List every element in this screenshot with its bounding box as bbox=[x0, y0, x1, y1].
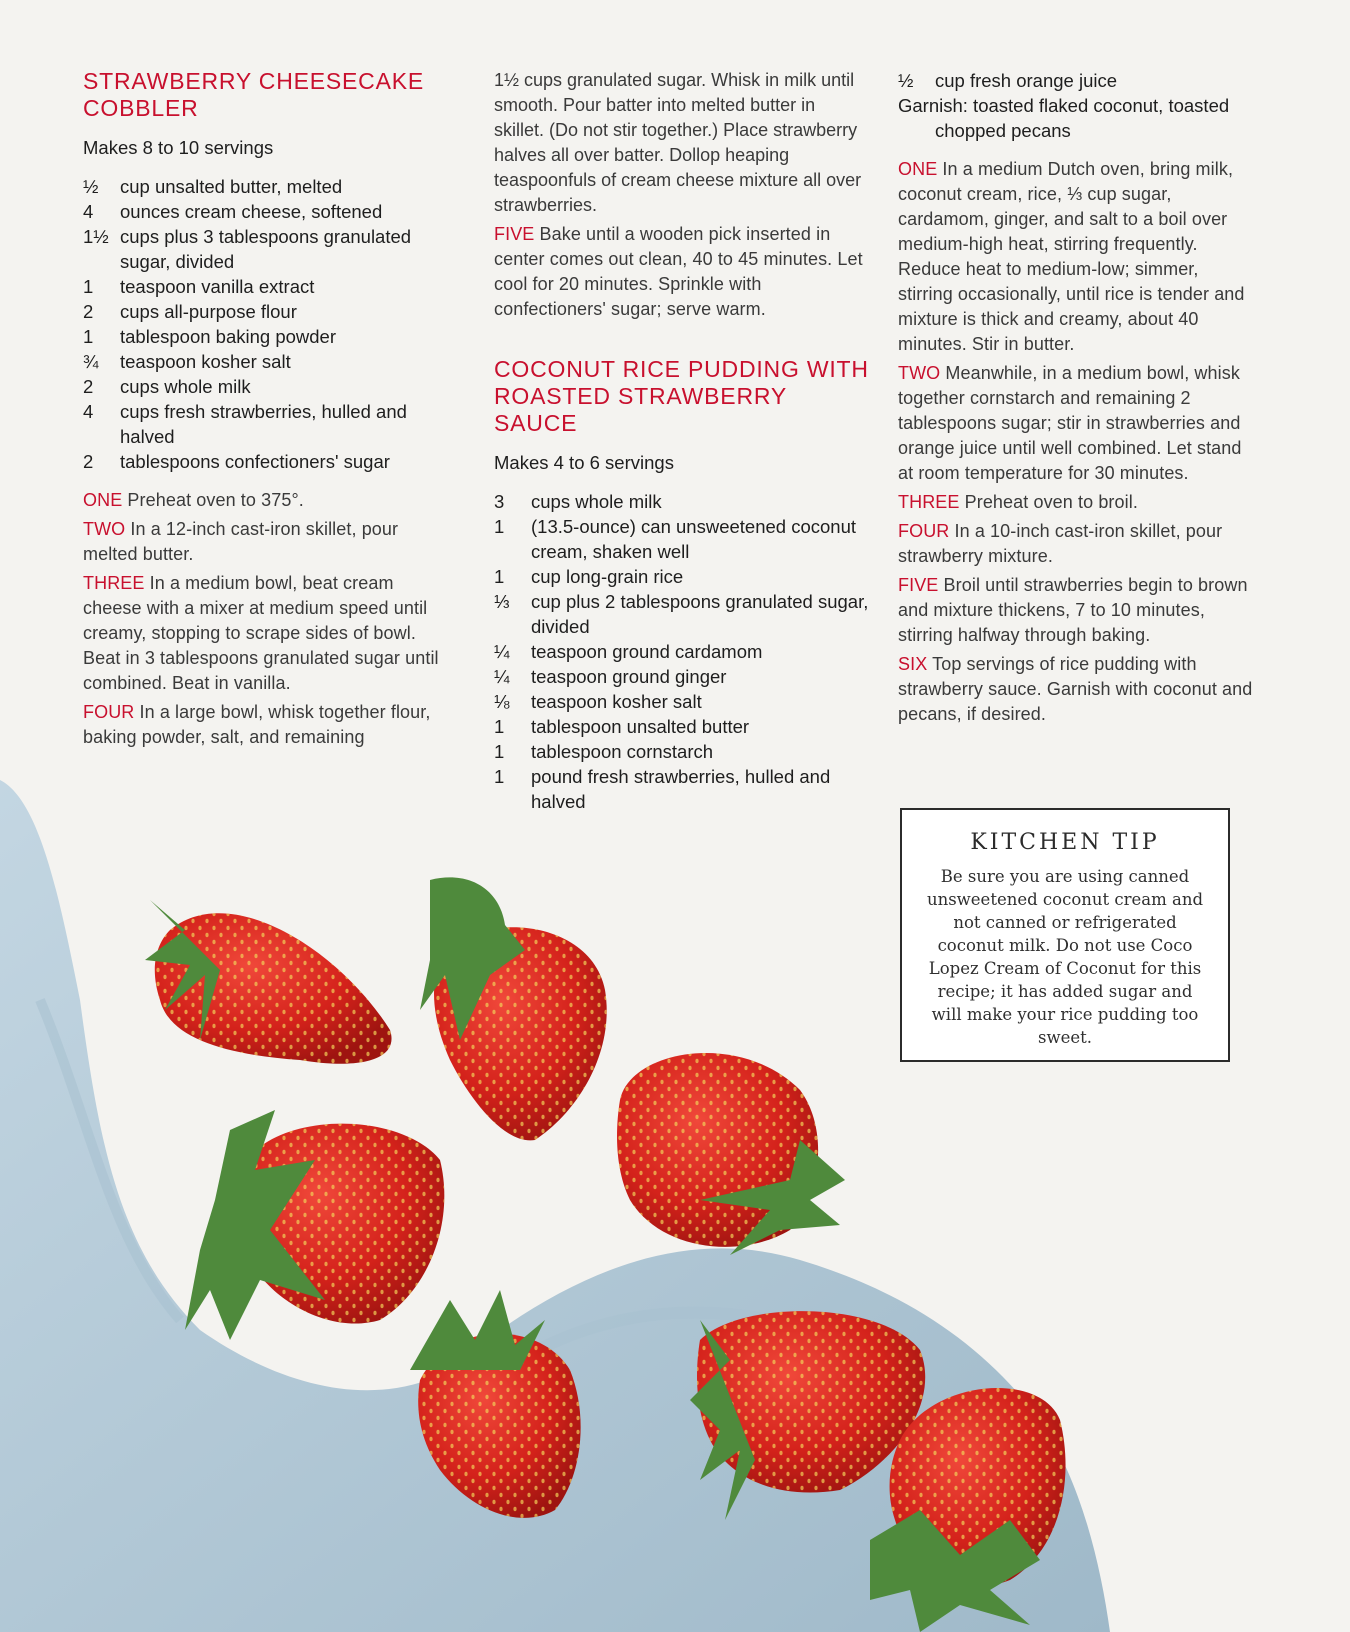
recipe1-step-5: FIVE Bake until a wooden pick inserted in center comes out clean, 40 to 45 minutes. Let cool for 20 minutes. Sprinkle with confectioners' sugar; serve warm. bbox=[494, 224, 863, 319]
recipe1-ingredients bbox=[83, 174, 455, 474]
kitchen-tip-body: Be sure you are using canned unsweetened coconut cream and not canned or refrigerated coconut milk. Do not use Coco Lopez Cream of Coconut for this recipe; it has added sugar and will make your rice pudding too sweet. bbox=[926, 867, 1204, 1047]
ingredient-row: 3 cups whole milk bbox=[494, 491, 662, 512]
kitchen-tip-title: KITCHEN TIP bbox=[970, 830, 1160, 855]
ingredient-row: 2 tablespoons confectioners' sugar bbox=[83, 451, 390, 472]
ingredient-row: 1 teaspoon vanilla extract bbox=[83, 276, 315, 297]
recipe2-step-5: FIVE Broil until strawberries begin to brown and mixture thickens, 7 to 10 minutes, stirring halfway through baking. bbox=[898, 575, 1248, 645]
ingredient-row: 1 tablespoon unsalted butter bbox=[494, 716, 750, 737]
ingredient-row: ¼ teaspoon ground ginger bbox=[494, 666, 727, 687]
ingredient-row: ⅓ cup plus 2 tablespoons granulated sugar, divided bbox=[494, 591, 869, 637]
recipe1-step-2: TWO In a 12-inch cast-iron skillet, pour melted butter. bbox=[83, 519, 399, 564]
recipe2-step-3: THREE Preheat oven to broil. bbox=[898, 492, 1138, 512]
recipe2-step-2: TWO Meanwhile, in a medium bowl, whisk together cornstarch and remaining 2 tablespoons sugar; stir in strawberries and orange juice until well combined. Let stand at room temperature for 30 minutes. bbox=[898, 363, 1242, 483]
recipe2-servings: Makes 4 to 6 servings bbox=[494, 452, 674, 473]
ingredient-row: 1 (13.5-ounce) can unsweetened coconut cream, shaken well bbox=[494, 516, 856, 562]
ingredient-row: ¾ teaspoon kosher salt bbox=[83, 351, 291, 372]
ingredient-row: 1 tablespoon baking powder bbox=[83, 326, 336, 347]
kitchen-tip-box bbox=[900, 808, 1230, 1062]
recipe1-step-1: ONE Preheat oven to 375°. bbox=[83, 490, 304, 510]
recipe1-title: STRAWBERRY CHEESECAKE COBBLER bbox=[83, 68, 425, 121]
recipe1-step-4: FOUR In a large bowl, whisk together flour, baking powder, salt, and remaining bbox=[83, 702, 431, 747]
ingredient-row: 4 cups fresh strawberries, hulled and halved bbox=[83, 401, 407, 447]
ingredient-row: ¼ teaspoon ground cardamom bbox=[494, 641, 763, 662]
recipe2-step-1: ONE In a medium Dutch oven, bring milk, coconut cream, rice, ⅓ cup sugar, cardamom, ginger, and salt to a boil over medium-high heat, stirring frequently. Reduce heat to medium-low; simmer, stirring occasionally, until rice is tender and mixture is thick and creamy, about 40 minutes. Stir in butter. bbox=[898, 159, 1245, 354]
ingredient-row: ½ cup fresh orange juice bbox=[898, 70, 1118, 91]
ingredient-row: 1 tablespoon cornstarch bbox=[494, 741, 714, 762]
recipe1-servings: Makes 8 to 10 servings bbox=[83, 137, 274, 158]
recipe2-ingredients bbox=[494, 489, 870, 814]
ingredient-row: 2 cups all-purpose flour bbox=[83, 301, 297, 322]
recipe2-step-4: FOUR In a 10-inch cast-iron skillet, pour strawberry mixture. bbox=[898, 521, 1223, 566]
ingredient-row: 1 cup long-grain rice bbox=[494, 566, 684, 587]
ingredient-row: 1 pound fresh strawberries, hulled and halved bbox=[494, 766, 831, 812]
recipe2-ingredients-continued bbox=[898, 68, 1258, 143]
ingredient-row: 2 cups whole milk bbox=[83, 376, 251, 397]
ingredient-row: 4 ounces cream cheese, softened bbox=[83, 201, 383, 222]
garnish-row: Garnish: toasted flaked coconut, toasted chopped pecans bbox=[898, 95, 1230, 141]
ingredient-row: ½ cup unsalted butter, melted bbox=[83, 176, 343, 197]
recipe2-step-6: SIX Top servings of rice pudding with strawberry sauce. Garnish with coconut and pecans, if desired. bbox=[898, 654, 1253, 724]
recipe2-column-3 bbox=[898, 68, 1258, 731]
recipe1-column bbox=[83, 68, 455, 754]
recipe1-step-4-continued: 1½ cups granulated sugar. Whisk in milk until smooth. Pour batter into melted butter in skillet. (Do not stir together.) Place strawberry halves all over batter. Dollop heaping teaspoonfuls of cream cheese mixture all over strawberries. bbox=[494, 70, 862, 215]
recipe-column-2 bbox=[494, 68, 870, 828]
recipe2-title: COCONUT RICE PUDDING WITH ROASTED STRAWBERRY SAUCE bbox=[494, 356, 869, 436]
recipe1-step-3: THREE In a medium bowl, beat cream cheese with a mixer at medium speed until creamy, stopping to scrape sides of bowl. Beat in 3 tablespoons granulated sugar until combined. Beat in vanilla. bbox=[83, 573, 439, 693]
ingredient-row: 1½ cups plus 3 tablespoons granulated sugar, divided bbox=[83, 226, 412, 272]
ingredient-row: ⅛ teaspoon kosher salt bbox=[494, 691, 702, 712]
